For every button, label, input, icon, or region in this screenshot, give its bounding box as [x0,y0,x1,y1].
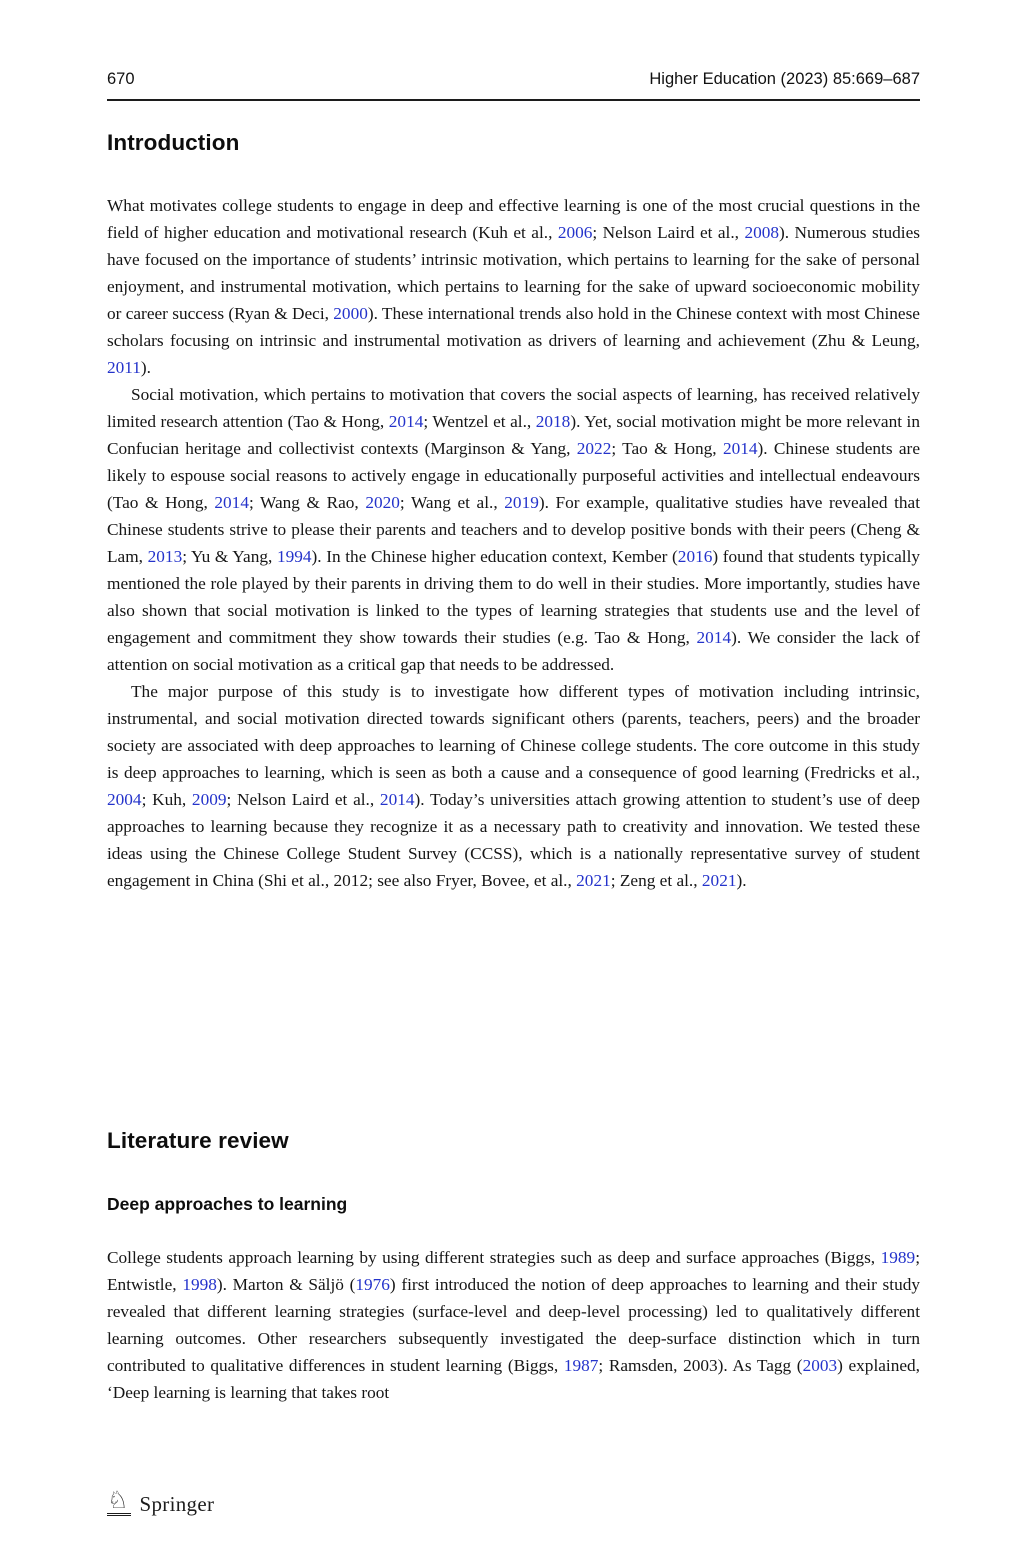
page-footer [107,1488,214,1516]
introduction-paragraphs [107,192,920,894]
paragraph: The major purpose of this study is to investigate how different types of motivation including intrinsic, instrumental, and social motivation directed towards significant others (parents, teachers, peers) and the broader society are associated with deep approaches to learning of Chinese college students. The core outcome in this study is deep approaches to learning, which is seen as both a cause and a consequence of good learning (Fredricks et al., 2004; Kuh, 2009; Nelson Laird et al., 2014). Today’s universities attach growing attention to student’s use of deep approaches to learning because they recognize it as a necessary path to creativity and innovation. We tested these ideas using the Chinese College Student Survey (CCSS), which is a nationally representative survey of student engagement in China (Shi et al., 2012; see also Fryer, Bovee, et al., 2021; Zeng et al., 2021). [107,682,920,890]
citation-link[interactable]: 2009 [191,790,227,809]
paragraph: College students approach learning by using different strategies such as deep and surface approaches (Biggs, 1989; Entwistle, 1998). Marton & Säljö (1976) first introduced the notion of deep approaches to learning and their study revealed that different learning strategies (surface-level and deep-level processing) led to qualitatively different learning outcomes. Other researchers subsequently investigated the deep-surface distinction which in turn contributed to qualitative differences in student learning (Biggs, 1987; Ramsden, 2003). As Tagg (2003) explained, ‘Deep learning is learning that takes root [107,1248,921,1402]
section-introduction [107,128,920,894]
literature-paragraphs [107,1244,920,1406]
citation-link[interactable]: 1998 [182,1275,217,1294]
citation-link[interactable]: 2013 [147,547,183,566]
literature-review-heading: Literature review [107,1128,289,1153]
citation-link[interactable]: 2014 [696,628,732,647]
citation-link[interactable]: 2020 [365,493,400,512]
citation-link[interactable]: 1987 [563,1356,599,1375]
citation-link[interactable]: 2014 [388,412,424,431]
page-number: 670 [107,70,135,88]
header-rule [107,99,920,101]
citation-link[interactable]: 2021 [576,871,611,890]
journal-reference: Higher Education (2023) 85:669–687 [649,70,920,88]
springer-knight-icon: ♘ [107,1486,129,1514]
introduction-heading: Introduction [107,130,240,155]
citation-link[interactable]: 2008 [744,223,780,242]
citation-link[interactable]: 1989 [880,1248,916,1267]
deep-approaches-subheading: Deep approaches to learning [107,1194,348,1214]
citation-link[interactable]: 1994 [276,547,312,566]
citation-link[interactable]: 2019 [504,493,539,512]
citation-link[interactable]: 2022 [576,439,612,458]
citation-link[interactable]: 2004 [107,790,142,809]
springer-logo [107,1488,131,1516]
citation-link[interactable]: 2003 [802,1356,838,1375]
citation-link[interactable]: 2000 [333,304,368,323]
citation-link[interactable]: 2021 [701,871,737,890]
citation-link[interactable]: 2018 [535,412,571,431]
citation-link[interactable]: 2014 [214,493,249,512]
citation-link[interactable]: 2006 [557,223,593,242]
page-header [107,70,920,89]
citation-link[interactable]: 2014 [379,790,415,809]
paragraph: What motivates college students to engage in deep and effective learning is one of the most crucial questions in the field of higher education and motivational research (Kuh et al., 2006; Nelson Laird et al., 2008). Numerous studies have focused on the importance of students’ intrinsic motivation, which pertains to learning for the sake of personal enjoyment, and instrumental motivation, which pertains to learning for the sake of upward socioeconomic mobility or career success (Ryan & Deci, 2000). These international trends also hold in the Chinese context with most Chinese scholars focusing on intrinsic and instrumental motivation as drivers of learning and achievement (Zhu & Leung, 2011). [107,196,920,377]
citation-link[interactable]: 2014 [722,439,758,458]
publisher-name: Springer [139,1491,215,1516]
section-literature-review [107,1126,920,1406]
citation-link[interactable]: 2011 [107,358,141,377]
citation-link[interactable]: 1976 [355,1275,390,1294]
paragraph: Social motivation, which pertains to motivation that covers the social aspects of learning, has received relatively limited research attention (Tao & Hong, 2014; Wentzel et al., 2018). Yet, social motivation might be more relevant in Confucian heritage and collectivist contexts (Marginson & Yang, 2022; Tao & Hong, 2014). Chinese students are likely to espouse social reasons to actively engage in educationally purposeful activities and intellectual endeavours (Tao & Hong, 2014; Wang & Rao, 2020; Wang et al., 2019). For example, qualitative studies have revealed that Chinese students strive to please their parents and teachers and to develop positive bonds with their peers (Cheng & Lam, 2013; Yu & Yang, 1994). In the Chinese higher education context, Kember (2016) found that students typically mentioned the role played by their parents in driving them to do well in their studies. More importantly, studies have also shown that social motivation is linked to the types of learning strategies that students use and the level of engagement and commitment they show towards their studies (e.g. Tao & Hong, 2014). We consider the lack of attention on social motivation as a critical gap that needs to be addressed. [107,385,921,674]
citation-link[interactable]: 2016 [677,547,713,566]
